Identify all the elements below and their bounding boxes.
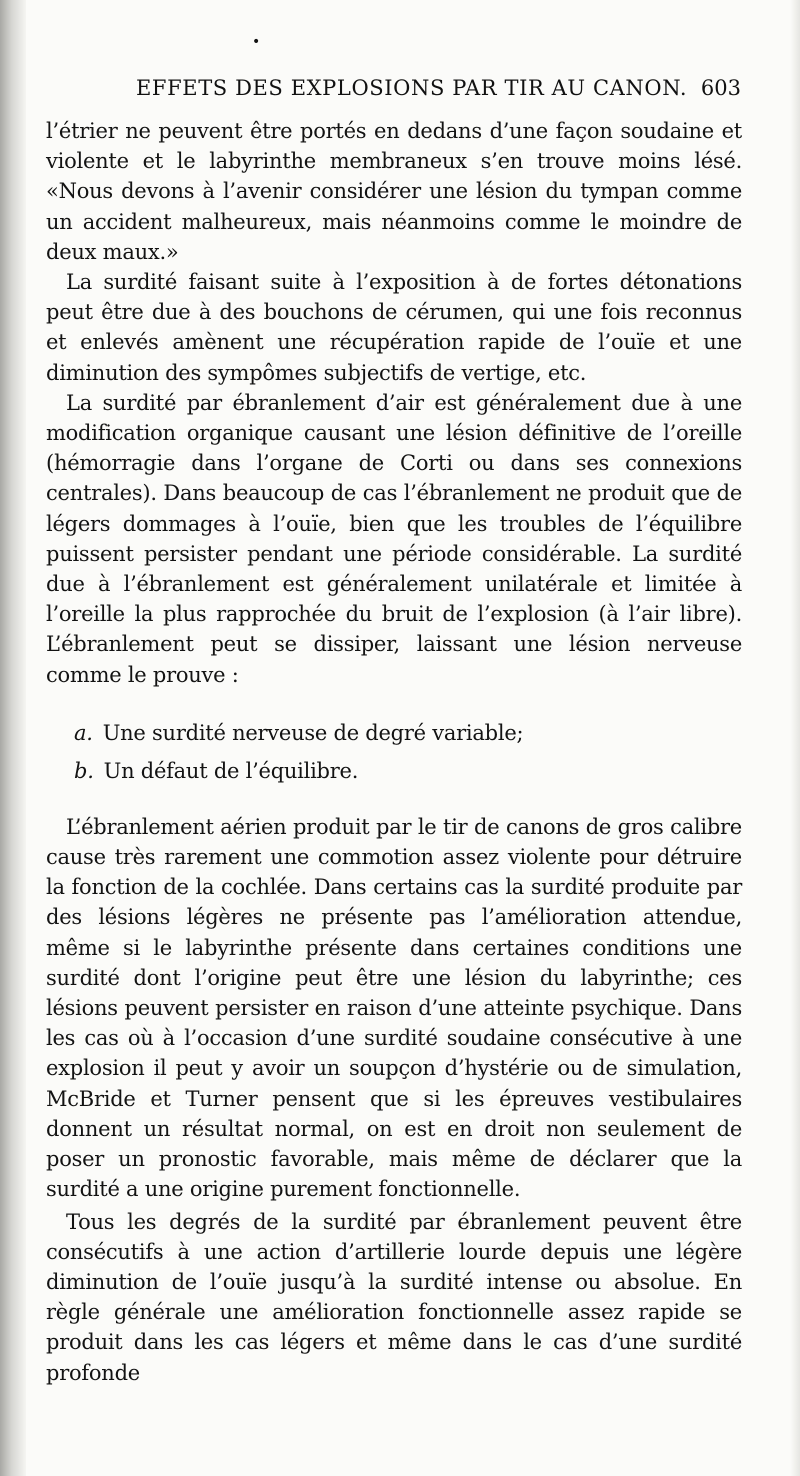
page-binding-shadow [0, 0, 26, 1476]
running-title: EFFETS DES EXPLOSIONS PAR TIR AU CANON. [136, 76, 688, 100]
list-marker: a. [74, 720, 93, 745]
paragraph-cerumen: La surdité faisant suite à l’exposition à de fortes détonations peut être due à des bouchons de cérumen, qui une fois reconnus et enlevés amènent une récupération rapide de l’ouïe et une diminution des sympômes subjectifs de vertige, etc. [46, 270, 742, 385]
list-item-text: Une surdité nerveuse de degré variable; [102, 720, 524, 745]
paragraph-artillery: Tous les degrés de la surdité par ébranlement peuvent être consécutifs à une action d’artillerie lourde depuis une légère diminution de l’ouïe jusqu’à la surdité intense ou absolue. En règle générale une amélioration fonctionnelle assez rapide se produit dans les cas légers et même dans le cas d’une surdité profonde [46, 1209, 742, 1385]
body-text [46, 116, 742, 1388]
paragraph-air-concussion: La surdité par ébranlement d’air est généralement due à une modification organique causant une lésion définitive de l’oreille (hémorragie dans l’organe de Corti ou dans ses connexions centrales). Dans beaucoup de cas l’ébranlement ne produit que de légers dommages à l’ouïe, bien que les troubles de l’équilibre puissent persister pendant une période considérable. La surdité due à l’ébranlement est généralement unilatérale et limitée à l’oreille la plus rapprochée du bruit de l’explosion (à l’air libre). L’ébranlement peut se dissiper, laissant une lésion nerveuse comme le prouve : [46, 390, 742, 687]
list-item [46, 714, 742, 752]
top-dot-mark: • [252, 34, 261, 50]
running-header [136, 76, 741, 106]
paragraph-continuation: l’étrier ne peuvent être portés en dedans d’une façon soudaine et violente et le labyrinthe membraneux s’en trouve moins lésé. «Nous devons à l’avenir considérer une lésion du tympan comme un accident malheureux, mais néanmoins comme le moindre de deux maux.» [46, 119, 742, 264]
symptom-list [46, 714, 742, 790]
list-item [46, 752, 742, 790]
paragraph-cannon-fire: L’ébranlement aérien produit par le tir de canons de gros calibre cause très rarement une commotion assez violente pour détruire la fonction de la cochlée. Dans certains cas la surdité produite par des lésions légères ne présente pas l’amélioration attendue, même si le labyrinthe présente dans certaines conditions une surdité dont l’origine peut être une lésion du labyrinthe; ces lésions peuvent persister en raison d’une atteinte psychique. Dans les cas où à l’occasion d’une surdité soudaine consécutive à une explosion il peut y avoir un soupçon d’hystérie ou de simulation, McBride et Turner pensent que si les épreuves vestibulaires donnent un résultat normal, on est en droit non seulement de poser un pronostic favorable, mais même de déclarer que la surdité a une origine purement fonctionnelle. [46, 814, 742, 1202]
list-marker: b. [74, 758, 94, 783]
page-edge-shadow [790, 0, 800, 1476]
list-item-text: Un défaut de l’équilibre. [103, 758, 359, 783]
page-number: 603 [700, 76, 741, 100]
